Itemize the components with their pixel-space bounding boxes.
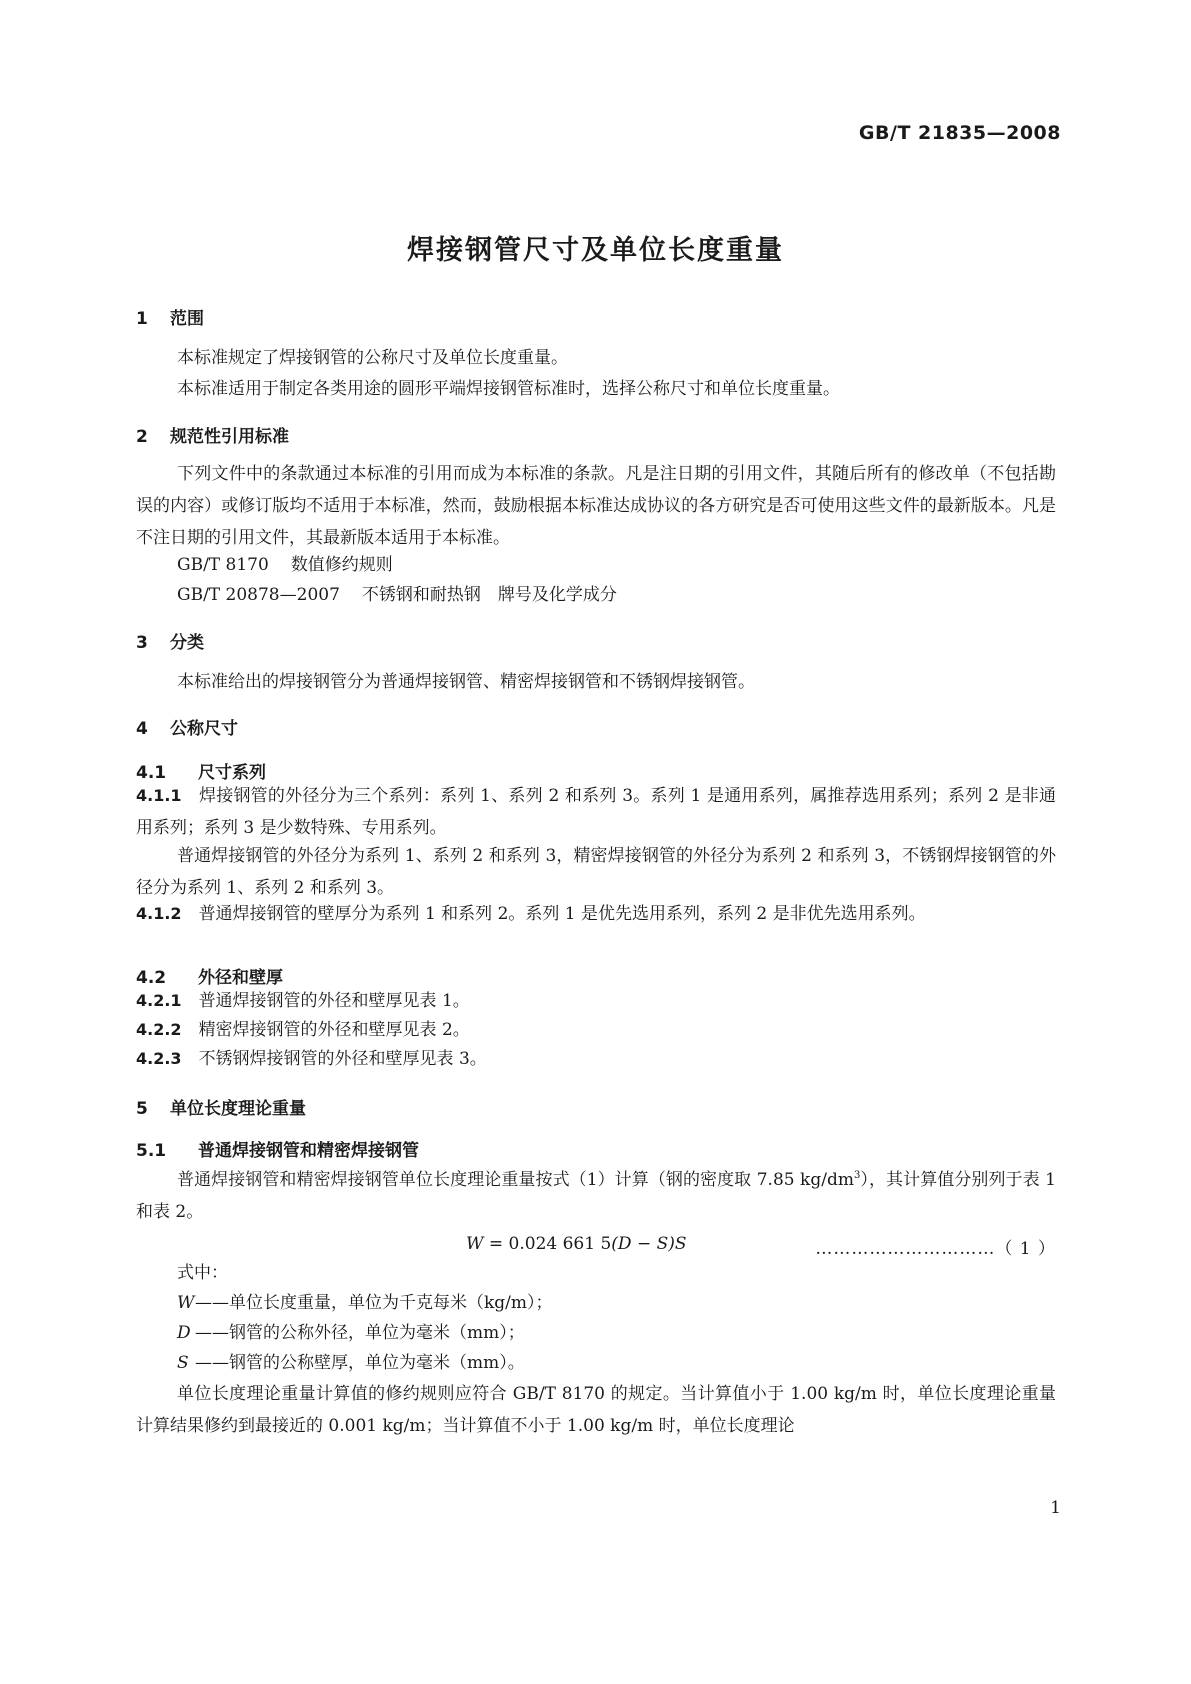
standard-number: GB/T 21835—2008 bbox=[858, 122, 1061, 144]
definition-s: S ——钢管的公称壁厚，单位为毫米（mm）。 bbox=[177, 1353, 525, 1373]
clause-4-1-2: 4.1.2 普通焊接钢管的壁厚分为系列 1 和系列 2。系列 1 是优先选用系列，系列 2 是非优先选用系列。 bbox=[136, 904, 926, 924]
section-5-1-heading: 5.1 普通焊接钢管和精密焊接钢管 bbox=[136, 1141, 419, 1161]
clause-4-2-3: 4.2.3 不锈钢焊接钢管的外径和壁厚见表 3。 bbox=[136, 1049, 487, 1069]
section-2-heading: 2 规范性引用标准 bbox=[136, 427, 289, 447]
section-5-1-para-2: 单位长度理论重量计算值的修约规则应符合 GB/T 8170 的规定。当计算值小于 1.00 kg/m 时，单位长度理论重量计算结果修约到最接近的 0.001 kg/m；当计算值不小于 1.00 kg/m 时，单位长度理论 bbox=[136, 1384, 1056, 1436]
section-4-heading: 4 公称尺寸 bbox=[136, 719, 238, 739]
definition-d: D ——钢管的公称外径，单位为毫米（mm）； bbox=[177, 1323, 525, 1343]
page-number: 1 bbox=[1050, 1498, 1061, 1518]
section-1-heading: 1 范围 bbox=[136, 309, 204, 329]
section-1-para-2: 本标准适用于制定各类用途的圆形平端焊接钢管标准时，选择公称尺寸和单位长度重量。 bbox=[177, 379, 840, 399]
section-4-1-heading: 4.1 尺寸系列 bbox=[136, 763, 266, 783]
clause-4-1-1-para-2: 普通焊接钢管的外径分为系列 1、系列 2 和系列 3，精密焊接钢管的外径分为系列 2 和系列 3，不锈钢焊接钢管的外径分为系列 1、系列 2 和系列 3。 bbox=[136, 846, 1056, 898]
section-5-1-para-1: 普通焊接钢管和精密焊接钢管单位长度理论重量按式（1）计算（钢的密度取 7.85 $kg/dm^3$），其计算值分别列于表 1 和表 2。 bbox=[136, 1170, 1056, 1222]
clause-4-2-2: 4.2.2 精密焊接钢管的外径和壁厚见表 2。 bbox=[136, 1020, 470, 1040]
section-2-para-1: 下列文件中的条款通过本标准的引用而成为本标准的条款。凡是注日期的引用文件，其随后所有的修改单（不包括勘误的内容）或修订版均不适用于本标准，然而，鼓励根据本标准达成协议的各方研究是否可使用这些文件的最新版本。凡是不注日期的引用文件，其最新版本适用于本标准。 bbox=[136, 464, 1056, 548]
section-1-para-1: 本标准规定了焊接钢管的公称尺寸及单位长度重量。 bbox=[177, 348, 568, 368]
document-title: 焊接钢管尺寸及单位长度重量 bbox=[407, 235, 784, 266]
section-3-para-1: 本标准给出的焊接钢管分为普通焊接钢管、精密焊接钢管和不锈钢焊接钢管。 bbox=[177, 672, 755, 692]
clause-4-2-1: 4.2.1 普通焊接钢管的外径和壁厚见表 1。 bbox=[136, 991, 470, 1011]
definition-w: W——单位长度重量，单位为千克每米（kg/m）； bbox=[177, 1293, 553, 1313]
section-3-heading: 3 分类 bbox=[136, 633, 204, 653]
formula-number: …………………………（ 1 ） bbox=[815, 1239, 1056, 1259]
formula-variable-definitions bbox=[177, 1258, 553, 1378]
where-label: 式中： bbox=[177, 1263, 228, 1283]
formula-expression: W = 0.024 661 5(D − S)S bbox=[466, 1234, 687, 1254]
normative-reference-1: GB/T 8170 数值修约规则 bbox=[177, 555, 393, 575]
normative-reference-2: GB/T 20878—2007 不锈钢和耐热钢 牌号及化学成分 bbox=[177, 585, 617, 605]
section-4-2-heading: 4.2 外径和壁厚 bbox=[136, 968, 283, 988]
clause-4-1-1: 4.1.1 焊接钢管的外径分为三个系列：系列 1、系列 2 和系列 3。系列 1 是通用系列，属推荐选用系列；系列 2 是非通用系列；系列 3 是少数特殊、专用系列。 bbox=[136, 786, 1057, 838]
section-5-heading: 5 单位长度理论重量 bbox=[136, 1099, 306, 1119]
